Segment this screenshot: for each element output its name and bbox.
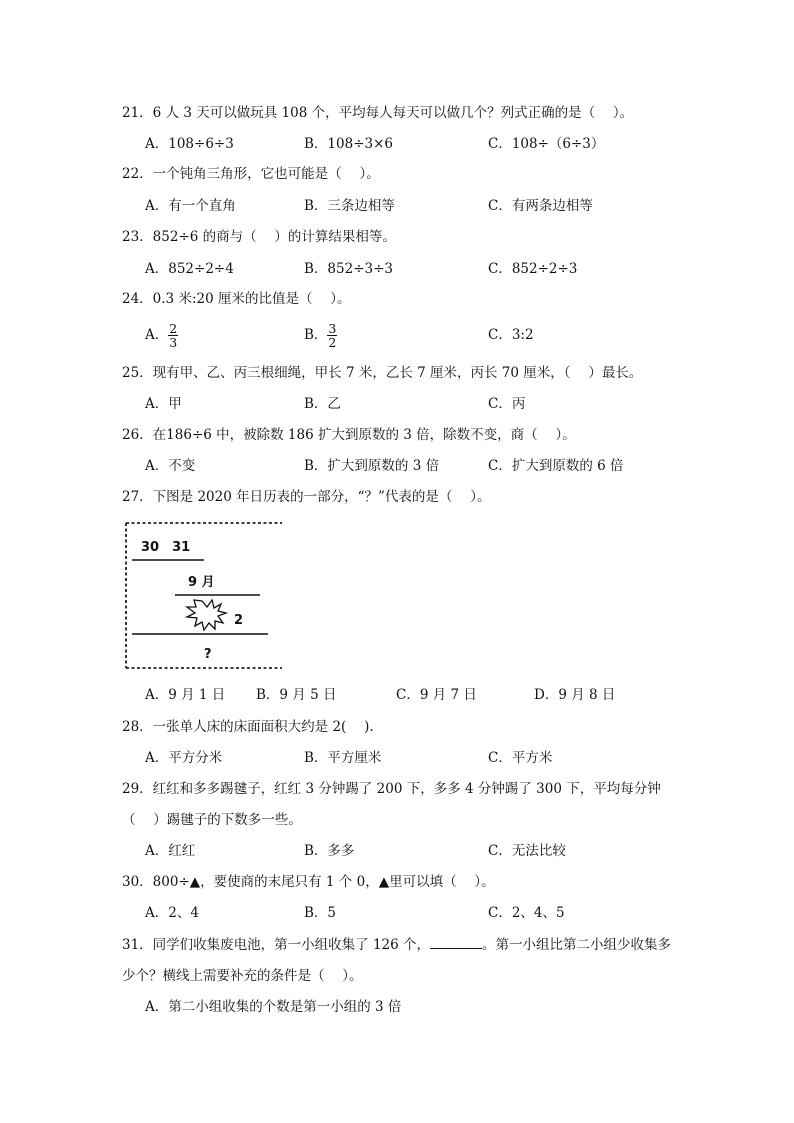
q22-option-a[interactable]: A．有一个直角 bbox=[145, 198, 236, 214]
question-29-stem: 29．红红和多多踢毽子，红红 3 分钟踢了 200 下，多多 4 分钟踢了 300 下，平均每分钟 bbox=[122, 781, 661, 797]
q27-option-c[interactable]: C．9 月 7 日 bbox=[396, 687, 477, 703]
fraction-denominator: 2 bbox=[328, 335, 337, 350]
q24-option-c[interactable]: C．3:2 bbox=[488, 327, 534, 343]
q21-option-a[interactable]: A．108÷6÷3 bbox=[145, 136, 234, 152]
q21-option-c[interactable]: C．108÷（6÷3） bbox=[488, 136, 605, 152]
q27-option-d[interactable]: D．9 月 8 日 bbox=[534, 687, 616, 703]
fraction-three-halves bbox=[327, 322, 337, 349]
q29-option-b[interactable]: B．多多 bbox=[304, 843, 355, 859]
q28-option-b[interactable]: B．平方厘米 bbox=[304, 750, 382, 766]
question-21-stem: 21．6 人 3 天可以做玩具 108 个，平均每人每天可以做几个？列式正确的是（ ）。 bbox=[122, 105, 634, 121]
q28-option-c[interactable]: C．平方米 bbox=[488, 750, 553, 766]
question-31-stem-part-b: 。第一小组比第二小组少收集多 bbox=[482, 937, 672, 953]
question-31-stem-continued: 少个？横线上需要补充的条件是（ ）。 bbox=[122, 968, 363, 984]
calendar-month-label: 9 月 bbox=[188, 575, 215, 590]
calendar-question-mark: ? bbox=[204, 647, 212, 662]
q28-option-a[interactable]: A．平方分米 bbox=[145, 750, 223, 766]
question-31-stem-part-a: 31．同学们收集废电池，第一小组收集了 126 个， bbox=[122, 937, 431, 953]
q30-option-b[interactable]: B．5 bbox=[304, 905, 337, 921]
calendar-figure bbox=[118, 516, 288, 674]
q25-option-c[interactable]: C．丙 bbox=[488, 396, 526, 412]
fraction-numerator: 3 bbox=[328, 321, 337, 336]
q23-option-a[interactable]: A．852÷2÷4 bbox=[145, 261, 234, 277]
question-22-stem: 22．一个钝角三角形，它也可能是（ ）。 bbox=[122, 166, 380, 182]
calendar-day-2: 2 bbox=[234, 613, 244, 628]
q24-option-a[interactable] bbox=[145, 321, 178, 349]
q29-option-c[interactable]: C．无法比较 bbox=[488, 843, 566, 859]
q22-option-c[interactable]: C．有两条边相等 bbox=[488, 198, 593, 214]
question-31-stem bbox=[122, 936, 671, 954]
q27-option-a[interactable]: A．9 月 1 日 bbox=[145, 687, 226, 703]
question-25-stem: 25．现有甲、乙、丙三根细绳，甲长 7 米，乙长 7 厘米，丙长 70 厘米，（ ）最长。 bbox=[122, 365, 643, 381]
q25-option-b[interactable]: B．乙 bbox=[304, 396, 341, 412]
q25-option-a[interactable]: A．甲 bbox=[145, 396, 182, 412]
calendar-top-numbers: 30 31 bbox=[141, 540, 191, 555]
fraction-numerator: 2 bbox=[169, 321, 178, 336]
q24-option-b-label: B． bbox=[304, 327, 328, 343]
q27-option-b[interactable]: B．9 月 5 日 bbox=[256, 687, 337, 703]
q26-option-b[interactable]: B．扩大到原数的 3 倍 bbox=[304, 458, 440, 474]
question-24-stem: 24．0.3 米:20 厘米的比值是（ ）。 bbox=[122, 291, 351, 307]
question-26-stem: 26．在186÷6 中，被除数 186 扩大到原数的 3 倍，除数不变，商（ ）。 bbox=[122, 427, 576, 443]
starburst-icon bbox=[187, 600, 226, 630]
q26-option-a[interactable]: A．不变 bbox=[145, 458, 196, 474]
question-27-stem: 27．下图是 2020 年日历表的一部分，“？”代表的是（ ）。 bbox=[122, 489, 491, 505]
q23-option-b[interactable]: B．852÷3÷3 bbox=[304, 261, 393, 277]
fraction-denominator: 3 bbox=[169, 335, 178, 350]
q23-option-c[interactable]: C．852÷2÷3 bbox=[488, 261, 578, 277]
question-29-stem-continued: （ ）踢毽子的下数多一些。 bbox=[122, 812, 302, 828]
fill-in-blank-line bbox=[430, 936, 482, 949]
q26-option-c[interactable]: C．扩大到原数的 6 倍 bbox=[488, 458, 624, 474]
q24-option-b[interactable] bbox=[304, 321, 337, 349]
q29-option-a[interactable]: A．红红 bbox=[145, 843, 196, 859]
fraction-two-thirds bbox=[168, 322, 178, 349]
q22-option-b[interactable]: B．三条边相等 bbox=[304, 198, 395, 214]
q30-option-a[interactable]: A．2、4 bbox=[145, 905, 199, 921]
question-23-stem: 23．852÷6 的商与（ ）的计算结果相等。 bbox=[122, 229, 396, 245]
q21-option-b[interactable]: B．108÷3×6 bbox=[304, 136, 393, 152]
q30-option-c[interactable]: C．2、4、5 bbox=[488, 905, 565, 921]
q31-option-a[interactable]: A．第二小组收集的个数是第一小组的 3 倍 bbox=[145, 999, 402, 1015]
question-28-stem: 28．一张单人床的床面面积大约是 2( ). bbox=[122, 719, 374, 735]
q24-option-a-label: A． bbox=[145, 327, 169, 343]
question-30-stem: 30．800÷▲，要使商的末尾只有 1 个 0，▲里可以填（ ）。 bbox=[122, 874, 495, 890]
